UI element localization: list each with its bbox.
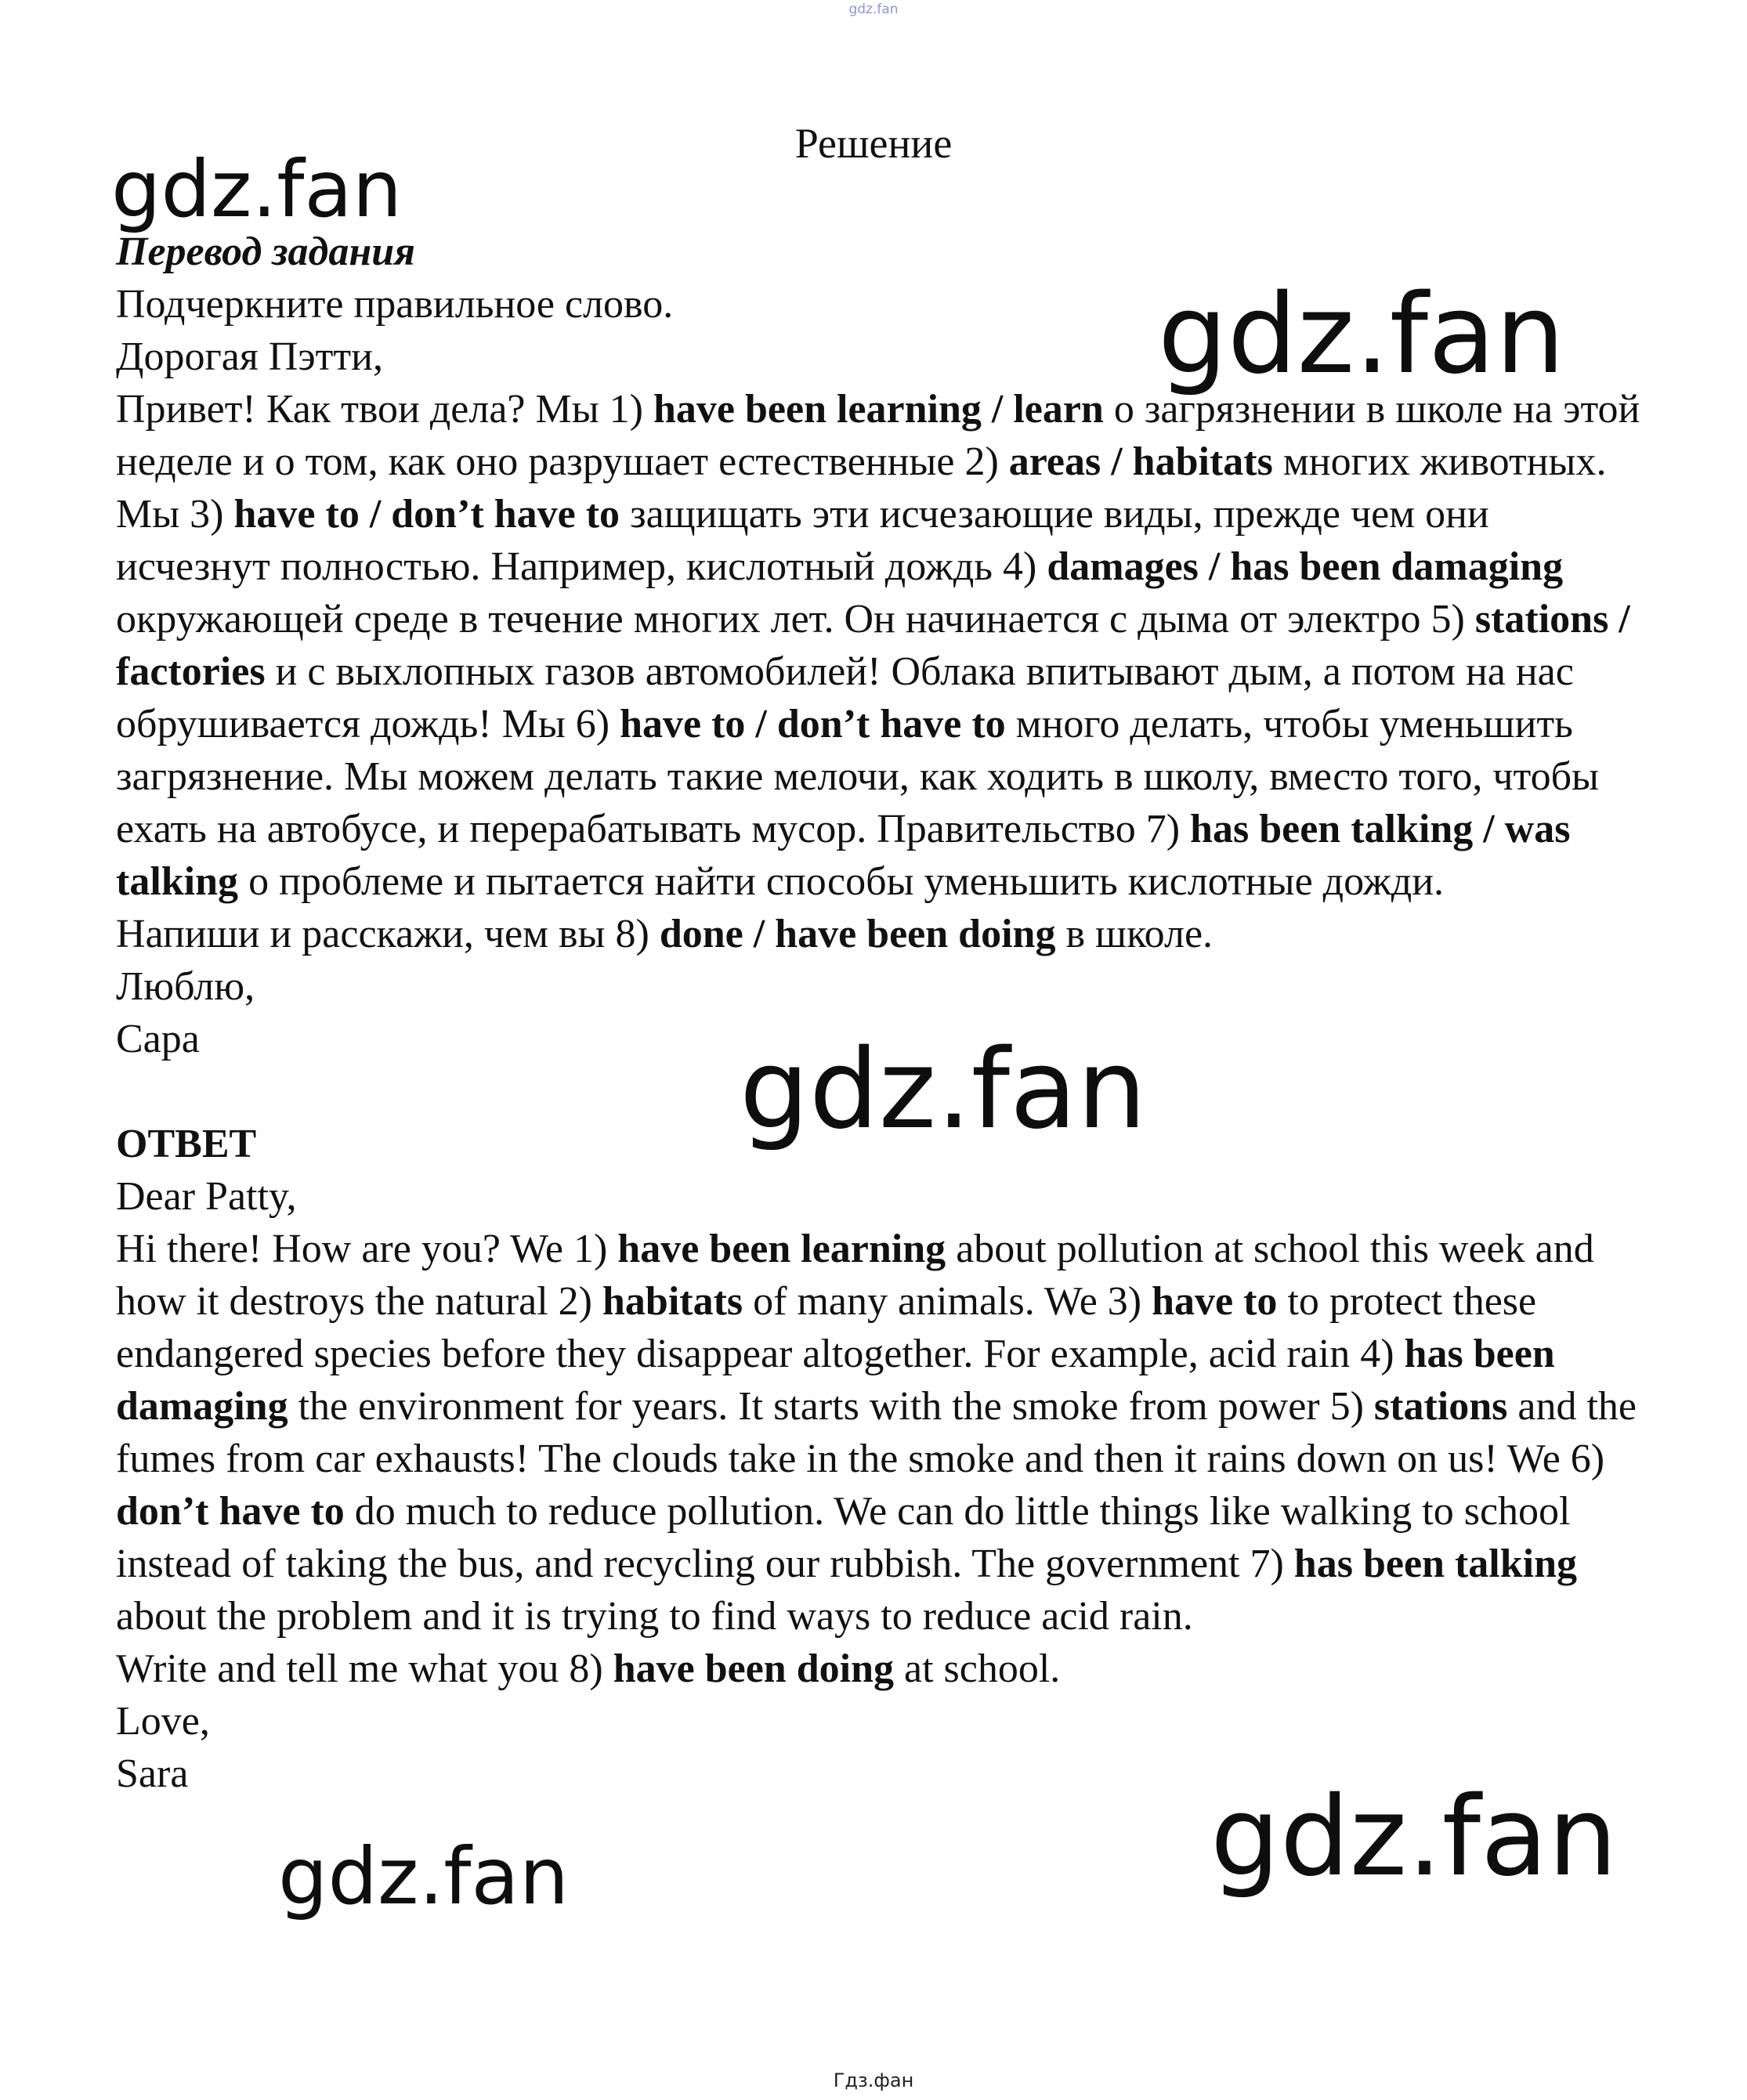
- answer-request: [116, 1643, 1644, 1695]
- option-4: damages / has been damaging: [1047, 544, 1564, 589]
- text-run: Напиши и расскажи, чем вы 8): [116, 912, 660, 956]
- answer-2: habitats: [602, 1279, 743, 1324]
- answer-6: don’t have to: [116, 1489, 345, 1534]
- option-8: done / have been doing: [659, 912, 1056, 956]
- watermark: gdz.fan: [1158, 271, 1565, 399]
- answer-title: ОТВЕТ: [116, 1122, 257, 1166]
- answer-closing: Love,: [116, 1699, 210, 1744]
- text-run: do much to reduce pollution. We can do little things like walking to school instead of taking the bus, and recycling our rubbish. The government 7): [116, 1489, 1571, 1586]
- option-3: have to / don’t have to: [233, 492, 620, 537]
- answer-paragraph: [116, 1223, 1644, 1643]
- text-run: многих животных. Мы 3): [116, 439, 1607, 537]
- page-title: Решение: [794, 120, 953, 167]
- watermark: gdz.fan: [1210, 1773, 1618, 1901]
- document-body: [116, 226, 1644, 1800]
- option-5: stations / factories: [116, 597, 1630, 694]
- option-1: have been learning / learn: [653, 387, 1104, 432]
- translation-instruction: Подчеркните правильное слово.: [116, 282, 674, 327]
- watermark: gdz.fan: [278, 1831, 570, 1922]
- text-run: о загрязнении в школе на этой неделе и о том, как оно разрушает естественные 2): [116, 387, 1640, 484]
- footer-text: Гдз.фан: [833, 2069, 914, 2091]
- watermark: gdz.fan: [111, 143, 403, 235]
- text-run: about pollution at school this week and how it destroys the natural 2): [116, 1227, 1594, 1324]
- answer-greeting: Dear Patty,: [116, 1174, 297, 1219]
- option-7: has been talking / was talking: [116, 807, 1571, 904]
- watermark: gdz.fan: [740, 1026, 1147, 1154]
- answer-1: have been learning: [617, 1227, 946, 1271]
- answer-signature: Sara: [116, 1751, 189, 1796]
- text-run: защищать эти исчезающие виды, прежде чем они исчезнут полностью. Например, кислотный дождь 4): [116, 492, 1489, 589]
- text-run: and the fumes from car exhausts! The clouds take in the smoke and then it rains down on us! We 6): [116, 1384, 1637, 1481]
- translation-request: [116, 908, 1644, 960]
- answer-7: has been talking: [1293, 1542, 1578, 1586]
- option-6: have to / don’t have to: [620, 702, 1006, 746]
- text-run: и с выхлопных газов автомобилей! Облака впитывают дым, а потом на нас обрушивается дождь! Мы 6): [116, 649, 1574, 746]
- text-run: the environment for years. It starts with the smoke from power 5): [288, 1384, 1374, 1429]
- text-run: в школе.: [1055, 912, 1213, 956]
- text-run: много делать, чтобы уменьшить загрязнение. Мы можем делать такие мелочи, как ходить в школу, вместо того, чтобы ехать на автобусе, и перерабатывать мусор. Правительство 7): [116, 702, 1599, 851]
- answer-8: have been doing: [613, 1646, 895, 1691]
- answer-5: stations: [1373, 1384, 1508, 1429]
- translation-greeting: Дорогая Пэтти,: [116, 334, 383, 379]
- option-2: areas / habitats: [1008, 439, 1273, 484]
- answer-4: has been damaging: [116, 1332, 1555, 1429]
- answer-3: have to: [1152, 1279, 1278, 1324]
- text-run: to protect these endangered species before they disappear altogether. For example, acid rain 4): [116, 1279, 1537, 1376]
- translation-paragraph: [116, 383, 1644, 908]
- text-run: about the problem and it is trying to find ways to reduce acid rain.: [116, 1594, 1193, 1639]
- text-run: Write and tell me what you 8): [116, 1646, 613, 1691]
- translation-title: Перевод задания: [116, 230, 415, 274]
- text-run: о проблеме и пытается найти способы уменьшить кислотные дожди.: [238, 859, 1445, 904]
- text-run: Привет! Как твои дела? Мы 1): [116, 387, 653, 432]
- top-watermark: gdz.fan: [848, 2, 899, 17]
- translation-signature: Сара: [116, 1017, 200, 1061]
- text-run: Hi there! How are you? We 1): [116, 1227, 618, 1271]
- text-run: at school.: [894, 1646, 1061, 1691]
- translation-closing: Люблю,: [116, 964, 255, 1009]
- text-run: окружающей среде в течение многих лет. Он начинается с дыма от электро 5): [116, 597, 1475, 642]
- text-run: of many animals. We 3): [743, 1279, 1152, 1324]
